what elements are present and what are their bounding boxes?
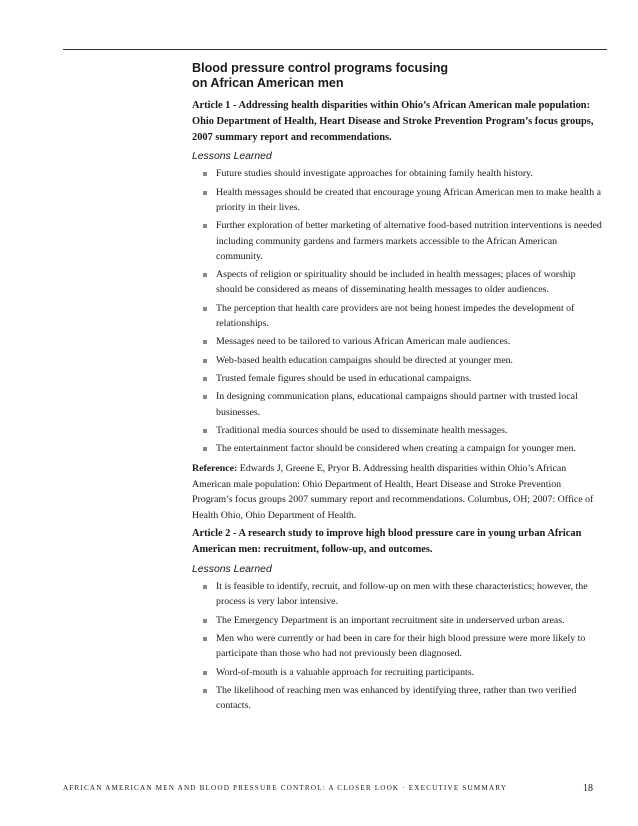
list-item-text: Future studies should investigate approaches for obtaining family health history. xyxy=(216,168,533,180)
page-footer xyxy=(63,784,593,798)
square-bullet-icon xyxy=(203,619,207,623)
section-title xyxy=(192,61,602,91)
article-2-lessons-list xyxy=(192,579,602,713)
list-item-text: In designing communication plans, educational campaigns should partner with trusted local businesses. xyxy=(216,391,578,418)
section-title-line-2: on African American men xyxy=(192,76,344,90)
list-item xyxy=(216,353,602,368)
list-item xyxy=(216,631,602,662)
list-item xyxy=(216,267,602,298)
square-bullet-icon xyxy=(203,273,207,277)
article-1-heading: Article 1 - Addressing health disparities within Ohio’s African American male population: Ohio Department of Health, Heart Disease and Stroke Prevention Program’s focus groups, 2007 summary report and recommendations. xyxy=(192,100,594,143)
square-bullet-icon xyxy=(203,689,207,693)
list-item-text: Further exploration of better marketing of alternative food-based nutrition interventions is needed including community gardens and farmers markets accessible to the African American community. xyxy=(216,220,602,262)
list-item xyxy=(216,579,602,610)
list-item-text: The perception that health care providers are not being honest impedes the development of relationships. xyxy=(216,302,575,330)
article-1 xyxy=(192,98,602,523)
reference-label: Reference: xyxy=(192,463,238,475)
list-item xyxy=(216,389,602,420)
footer-running-title: AFRICAN AMERICAN MEN AND BLOOD PRESSURE CONTROL: A CLOSER LOOK · EXECUTIVE SUMMARY xyxy=(63,784,508,792)
list-item-text: Men who were currently or had been in care for their high blood pressure were more likely to participate than those who had not previously been diagnosed. xyxy=(216,632,586,660)
square-bullet-icon xyxy=(203,585,207,589)
article-2-heading: Article 2 - A research study to improve high blood pressure care in young urban African American men: recruitment, follow-up, and outcomes. xyxy=(192,528,582,556)
list-item xyxy=(216,423,602,438)
list-item-text: Aspects of religion or spirituality should be included in health messages; places of worship should be considered as means of disseminating health messages to older audiences. xyxy=(216,269,576,296)
article-2 xyxy=(192,526,602,713)
square-bullet-icon xyxy=(203,429,207,433)
square-bullet-icon xyxy=(203,637,207,641)
square-bullet-icon xyxy=(203,172,207,176)
list-item-text: Messages need to be tailored to various African American male audiences. xyxy=(216,336,511,348)
top-horizontal-rule xyxy=(63,49,607,50)
section-title-line-1: Blood pressure control programs focusing xyxy=(192,61,449,75)
square-bullet-icon xyxy=(203,447,207,451)
page-number: 18 xyxy=(583,783,593,794)
list-item xyxy=(216,334,602,349)
list-item xyxy=(216,185,602,216)
list-item xyxy=(216,301,602,332)
list-item-text: Word-of-mouth is a valuable approach for recruiting participants. xyxy=(216,666,475,678)
list-item-text: The Emergency Department is an important recruitment site in underserved urban areas. xyxy=(216,614,565,626)
list-item-text: Traditional media sources should be used to disseminate health messages. xyxy=(216,424,508,436)
list-item xyxy=(216,166,602,181)
list-item xyxy=(216,371,602,386)
square-bullet-icon xyxy=(203,359,207,363)
square-bullet-icon xyxy=(203,224,207,228)
article-1-lessons-list xyxy=(192,166,602,456)
list-item-text: Web-based health education campaigns should be directed at younger men. xyxy=(216,354,513,366)
article-1-lessons-label: Lessons Learned xyxy=(192,151,272,163)
list-item-text: It is feasible to identify, recruit, and follow-up on men with these characteristics; however, the process is very labor intensive. xyxy=(216,581,588,608)
list-item xyxy=(216,683,602,714)
reference-text: Edwards J, Greene E, Pryor B. Addressing health disparities within Ohio’s African American male population: Ohio Department of Health, Heart Disease and Stroke Prevention Program’s focus groups 2007 summary report and recommendations. Columbus, OH; 2007: Office of Health Ohio, Ohio Department of Health. xyxy=(192,463,594,521)
square-bullet-icon xyxy=(203,395,207,399)
article-2-lessons-label: Lessons Learned xyxy=(192,564,272,576)
square-bullet-icon xyxy=(203,340,207,344)
list-item-text: The entertainment factor should be considered when creating a campaign for younger men. xyxy=(216,443,577,455)
square-bullet-icon xyxy=(203,191,207,195)
square-bullet-icon xyxy=(203,307,207,311)
list-item-text: The likelihood of reaching men was enhanced by identifying three, rather than two verified contacts. xyxy=(216,684,577,712)
article-1-reference xyxy=(192,461,602,523)
square-bullet-icon xyxy=(203,377,207,381)
square-bullet-icon xyxy=(203,671,207,675)
list-item-text: Trusted female figures should be used in educational campaigns. xyxy=(216,372,472,384)
list-item xyxy=(216,613,602,628)
page-content xyxy=(192,61,602,718)
list-item xyxy=(216,441,602,456)
list-item xyxy=(216,665,602,680)
list-item-text: Health messages should be created that encourage young African American men to make health a priority in their lives. xyxy=(216,186,601,213)
list-item xyxy=(216,218,602,264)
